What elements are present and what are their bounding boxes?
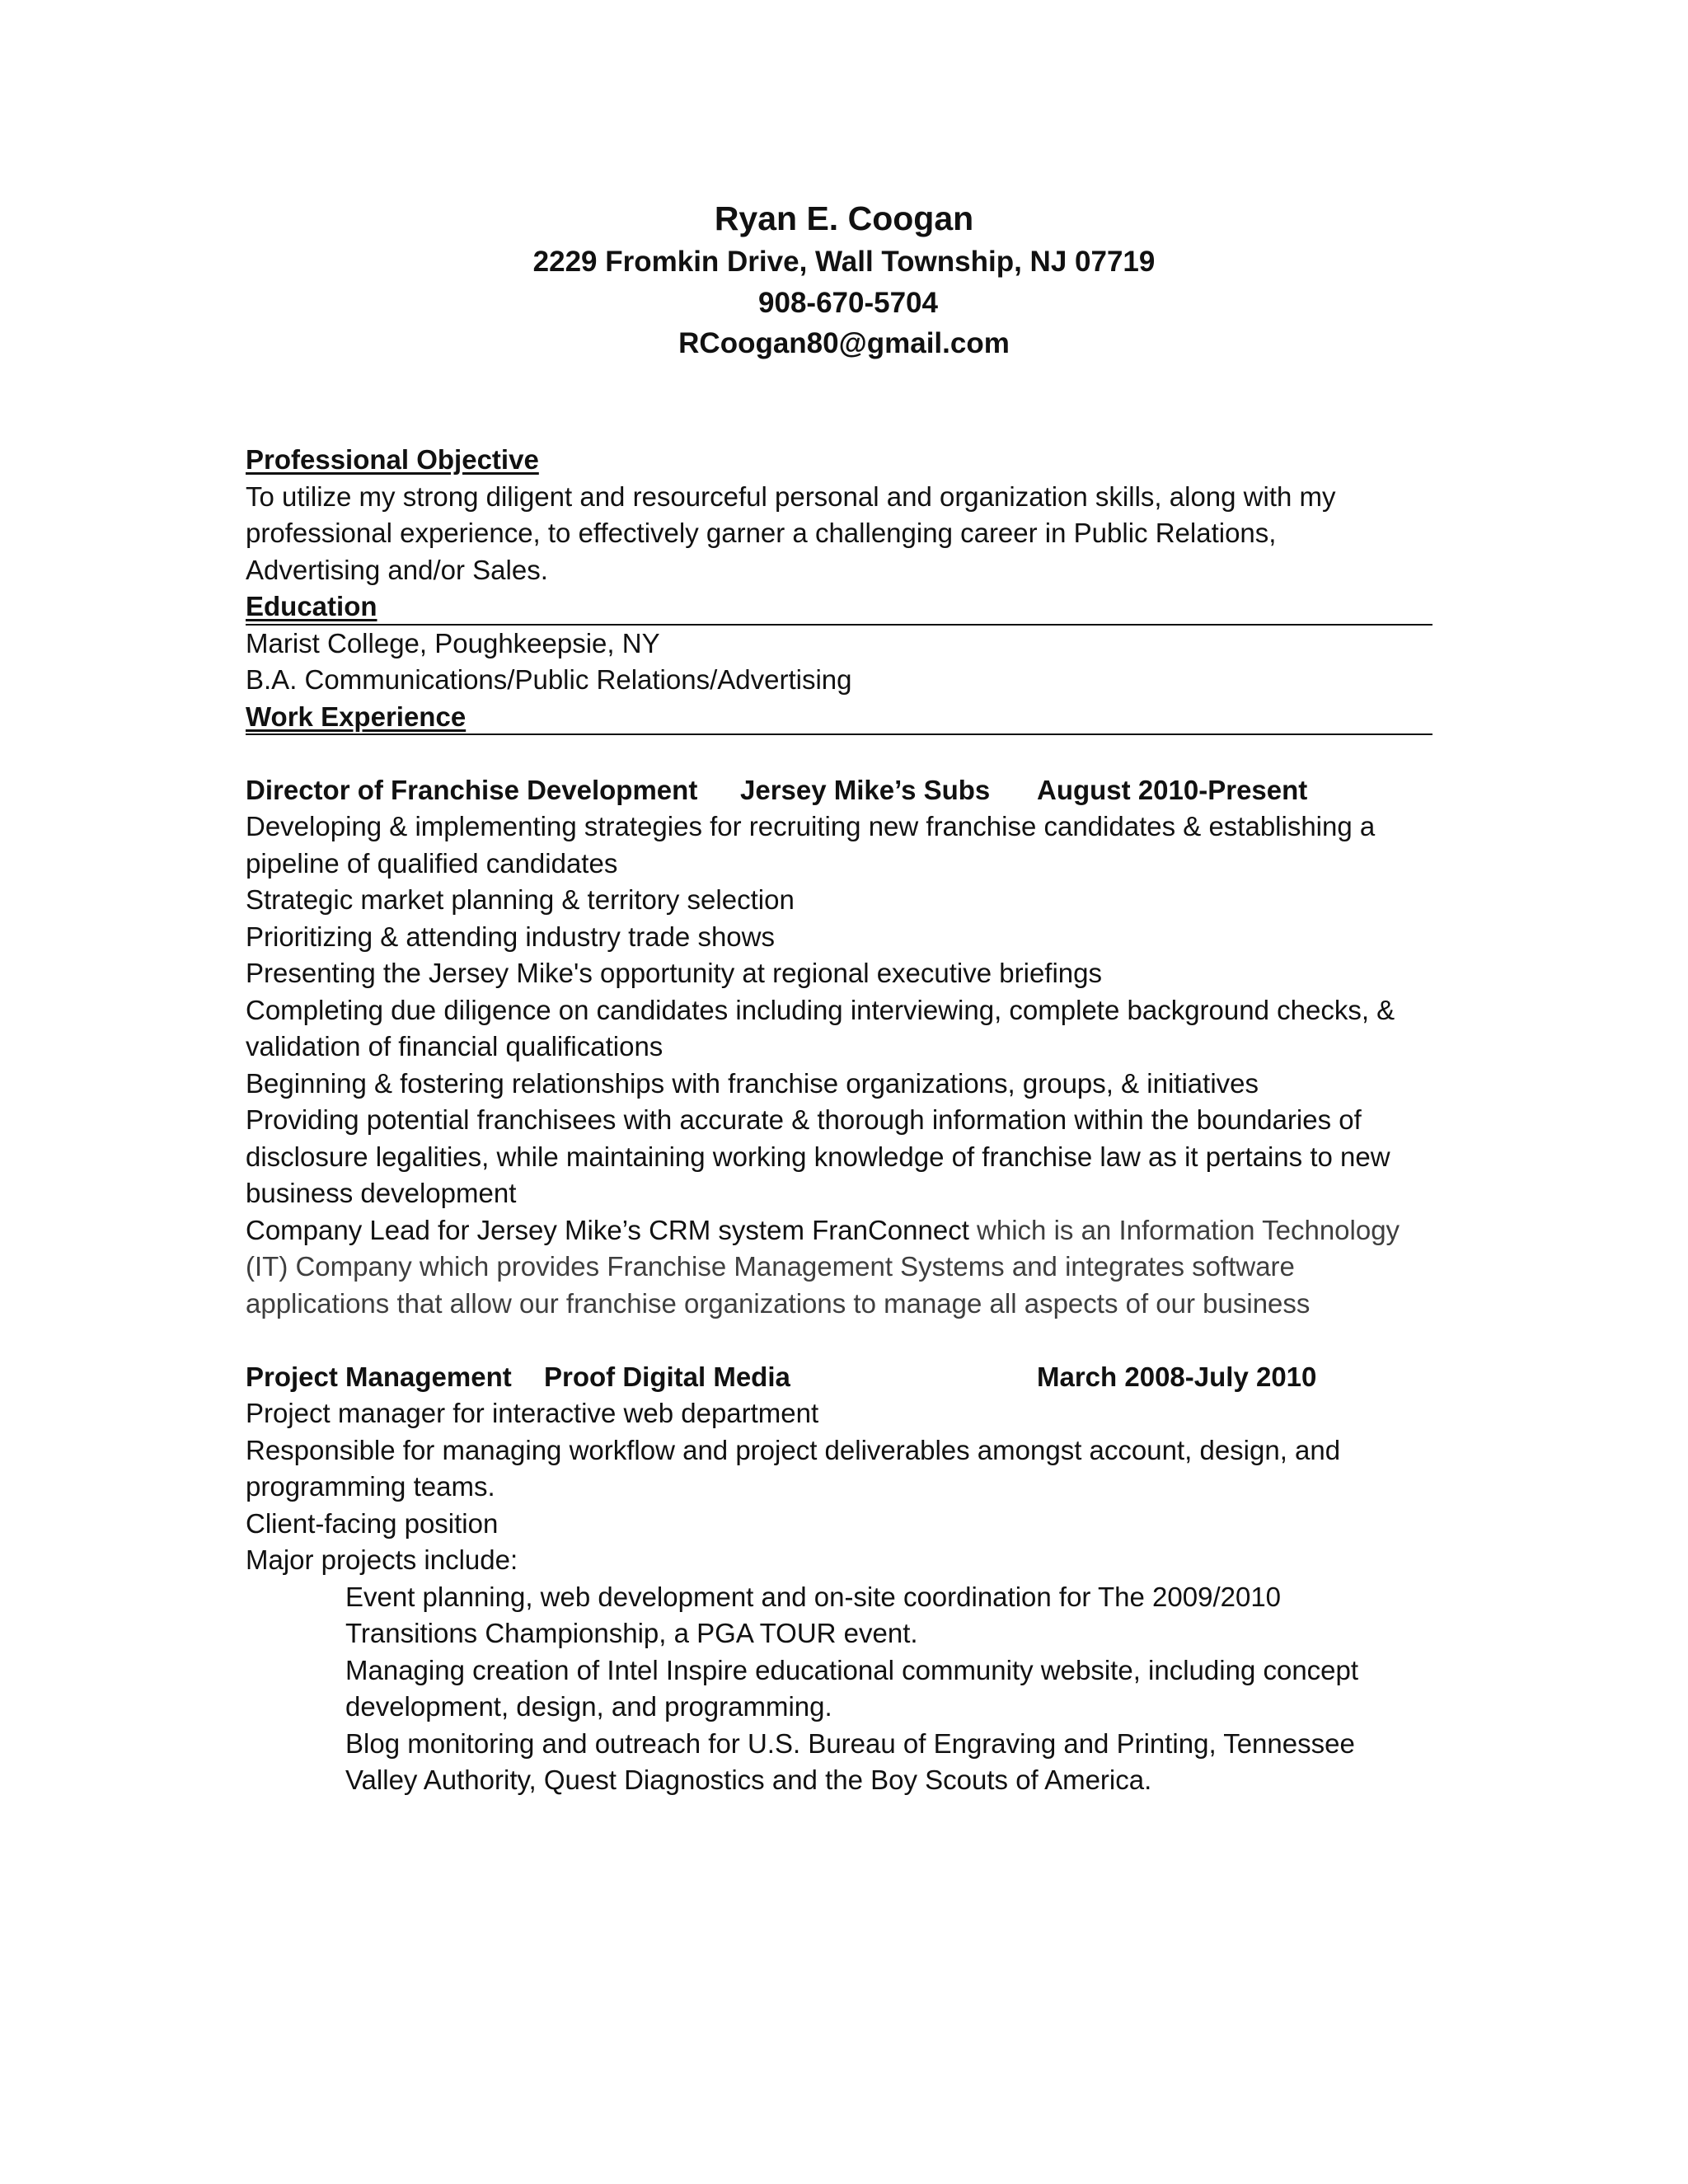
- resume-body: [246, 442, 1432, 1799]
- objective-line: Advertising and/or Sales.: [246, 554, 548, 585]
- candidate-email: RCoogan80@gmail.com: [678, 327, 1010, 359]
- spacer: [246, 1322, 1432, 1359]
- job-duty-line: programming teams.: [246, 1471, 495, 1502]
- job-dates: August 2010-Present: [1037, 774, 1308, 805]
- job-header-proof-digital: [246, 1359, 1432, 1396]
- crm-line-start: Company Lead for Jersey Mike’s CRM system FranConnect: [246, 1214, 969, 1245]
- project-line: Blog monitoring and outreach for U.S. Bureau of Engraving and Printing, Tennessee: [345, 1727, 1355, 1759]
- candidate-phone: 908-670-5704: [758, 287, 938, 319]
- job-header-jersey-mikes: [246, 772, 1432, 809]
- job-company: Jersey Mike’s Subs: [740, 774, 991, 805]
- crm-line-end: which is an Information Technology: [968, 1214, 1400, 1245]
- job-duty-line: pipeline of qualified candidates: [246, 847, 618, 879]
- objective-heading: Professional Objective: [246, 444, 539, 475]
- objective-line: professional experience, to effectively garner a challenging career in Public Relations,: [246, 518, 1277, 548]
- project-line: Transitions Championship, a PGA TOUR event.: [345, 1618, 918, 1648]
- job-dates: March 2008-July 2010: [1037, 1361, 1317, 1392]
- education-school: Marist College, Poughkeepsie, NY: [246, 627, 660, 658]
- job-duty-line: Client-facing position: [246, 1507, 499, 1539]
- job-duty-line: business development: [246, 1178, 517, 1208]
- project-line: Event planning, web development and on-site coordination for The 2009/2010: [345, 1581, 1282, 1612]
- crm-duty-line: [246, 1212, 1432, 1249]
- job-duty-line: Project manager for interactive web department: [246, 1398, 819, 1428]
- job-duty-line: Beginning & fostering relationships with franchise organizations, groups, & initiatives: [246, 1067, 1259, 1099]
- education-heading: Education: [246, 588, 1432, 626]
- job-title: Director of Franchise Development: [246, 774, 698, 805]
- objective-line: To utilize my strong diligent and resourceful personal and organization skills, along with my: [246, 480, 1336, 512]
- education-degree: B.A. Communications/Public Relations/Advertising: [246, 664, 852, 695]
- crm-duty-line: (IT) Company which provides Franchise Management Systems and integrates software: [246, 1251, 1295, 1282]
- job-duty-line: validation of financial qualifications: [246, 1031, 663, 1062]
- job-duty-line: Major projects include:: [246, 1544, 518, 1575]
- job-title: Project Management: [246, 1361, 512, 1392]
- project-line: Managing creation of Intel Inspire educational community website, including concept: [345, 1654, 1359, 1685]
- job-duty-line: Completing due diligence on candidates including interviewing, complete background checks, &: [246, 994, 1395, 1025]
- job-duty-line: Developing & implementing strategies for recruiting new franchise candidates & establishing a: [246, 811, 1376, 841]
- job-duty-line: Prioritizing & attending industry trade shows: [246, 921, 775, 952]
- job-company: Proof Digital Media: [544, 1361, 790, 1392]
- crm-duty-line: applications that allow our franchise organizations to manage all aspects of our business: [246, 1287, 1311, 1319]
- candidate-name: Ryan E. Coogan: [714, 199, 974, 237]
- job-duty-line: Strategic market planning & territory selection: [246, 884, 795, 915]
- project-line: development, design, and programming.: [345, 1691, 832, 1722]
- job-duty-line: disclosure legalities, while maintaining working knowledge of franchise law as it pertains to new: [246, 1141, 1390, 1172]
- project-line: Valley Authority, Quest Diagnostics and the Boy Scouts of America.: [345, 1765, 1152, 1795]
- spacer: [246, 735, 1432, 772]
- job-duty-line: Providing potential franchisees with accurate & thorough information within the boundaries of: [246, 1104, 1362, 1135]
- job-duty-line: Presenting the Jersey Mike's opportunity at regional executive briefings: [246, 958, 1103, 988]
- job-duty-line: Responsible for managing workflow and project deliverables amongst account, design, and: [246, 1434, 1341, 1465]
- candidate-address: 2229 Fromkin Drive, Wall Township, NJ 07719: [532, 246, 1156, 278]
- work-experience-heading: Work Experience: [246, 699, 1432, 736]
